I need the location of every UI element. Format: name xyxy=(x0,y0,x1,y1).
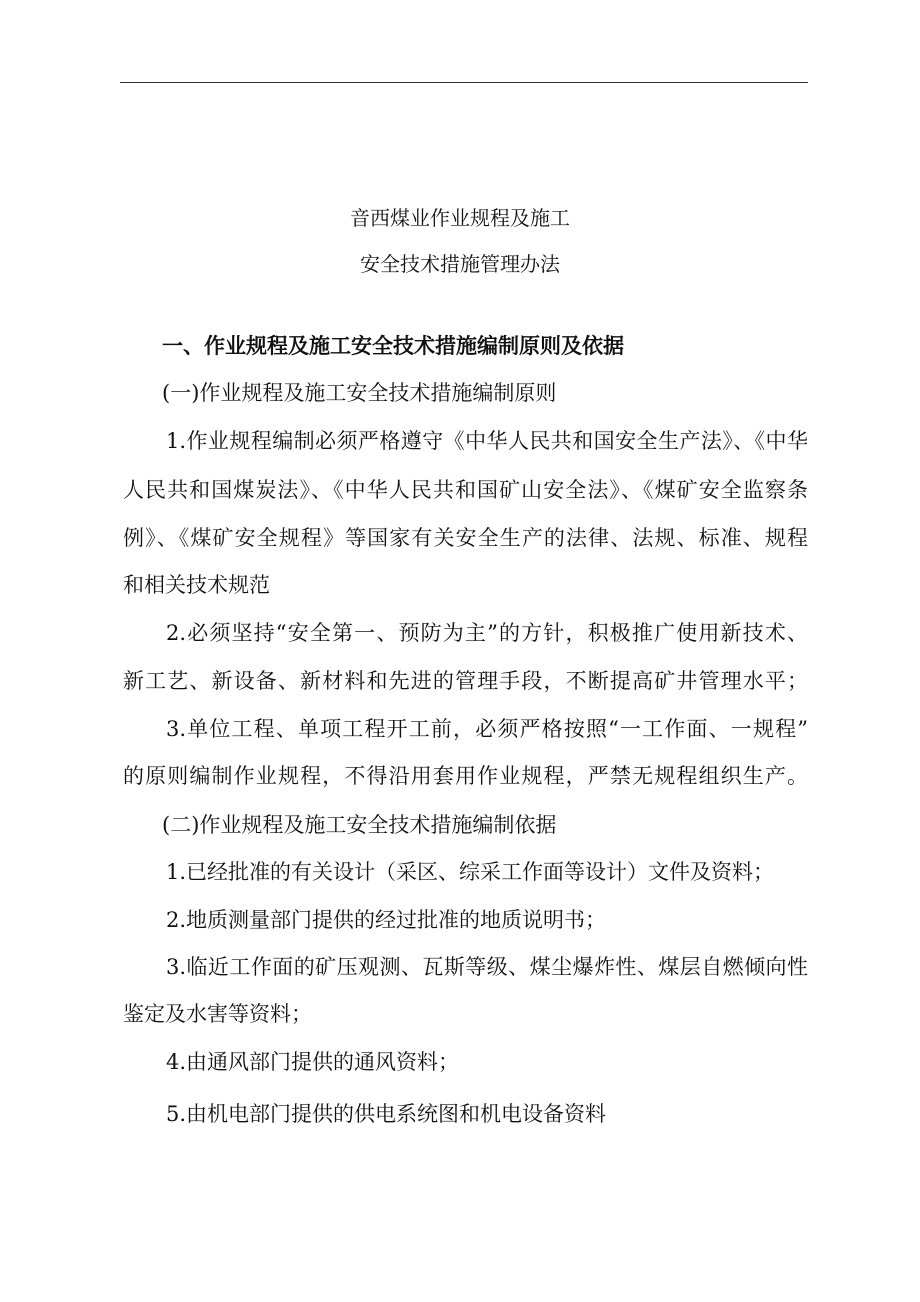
basis-3-line-2: 鉴定及水害等资料； xyxy=(123,1002,312,1026)
basis-2: 2.地质测量部门提供的经过批准的地质说明书； xyxy=(166,908,607,932)
principle-1-line-2: 人民共和国煤炭法》、《中华人民共和国矿山安全法》、《煤矿安全监察条 xyxy=(123,478,808,502)
principle-2-line-2: 新工艺、新设备、新材料和先进的管理手段，不断提高矿井管理水平； xyxy=(123,669,808,693)
principle-1-line-1: 1.作业规程编制必须严格遵守《中华人民共和国安全生产法》、《中华 xyxy=(166,429,808,453)
principle-3-line-1: 3.单位工程、单项工程开工前，必须严格按照“一工作面、一规程” xyxy=(166,717,808,741)
principle-2-line-1: 2.必须坚持“安全第一、预防为主”的方针，积极推广使用新技术、 xyxy=(166,621,808,645)
basis-1: 1.已经批准的有关设计（采区、综采工作面等设计）文件及资料； xyxy=(166,860,775,884)
header-rule xyxy=(120,82,808,83)
principle-1-line-3: 例》、《煤矿安全规程》等国家有关安全生产的法律、法规、标准、规程 xyxy=(123,526,808,550)
basis-3-line-1: 3.临近工作面的矿压观测、瓦斯等级、煤尘爆炸性、煤层自燃倾向性 xyxy=(166,955,808,979)
doc-title-line-2: 安全技术措施管理办法 xyxy=(360,252,560,276)
subsection-heading-basis: (二)作业规程及施工安全技术措施编制依据 xyxy=(162,813,557,837)
basis-5: 5.由机电部门提供的供电系统图和机电设备资料 xyxy=(166,1102,607,1126)
principle-1-line-4: 和相关技术规范 xyxy=(123,573,270,597)
principle-3-line-2: 的原则编制作业规程，不得沿用套用作业规程，严禁无规程组织生产。 xyxy=(123,764,808,788)
subsection-heading-principles: (一)作业规程及施工安全技术措施编制原则 xyxy=(162,381,557,405)
basis-4: 4.由通风部门提供的通风资料； xyxy=(166,1050,460,1074)
doc-title-line-1: 音西煤业作业规程及施工 xyxy=(350,206,570,230)
section-heading: 一、作业规程及施工安全技术措施编制原则及依据 xyxy=(162,333,624,358)
